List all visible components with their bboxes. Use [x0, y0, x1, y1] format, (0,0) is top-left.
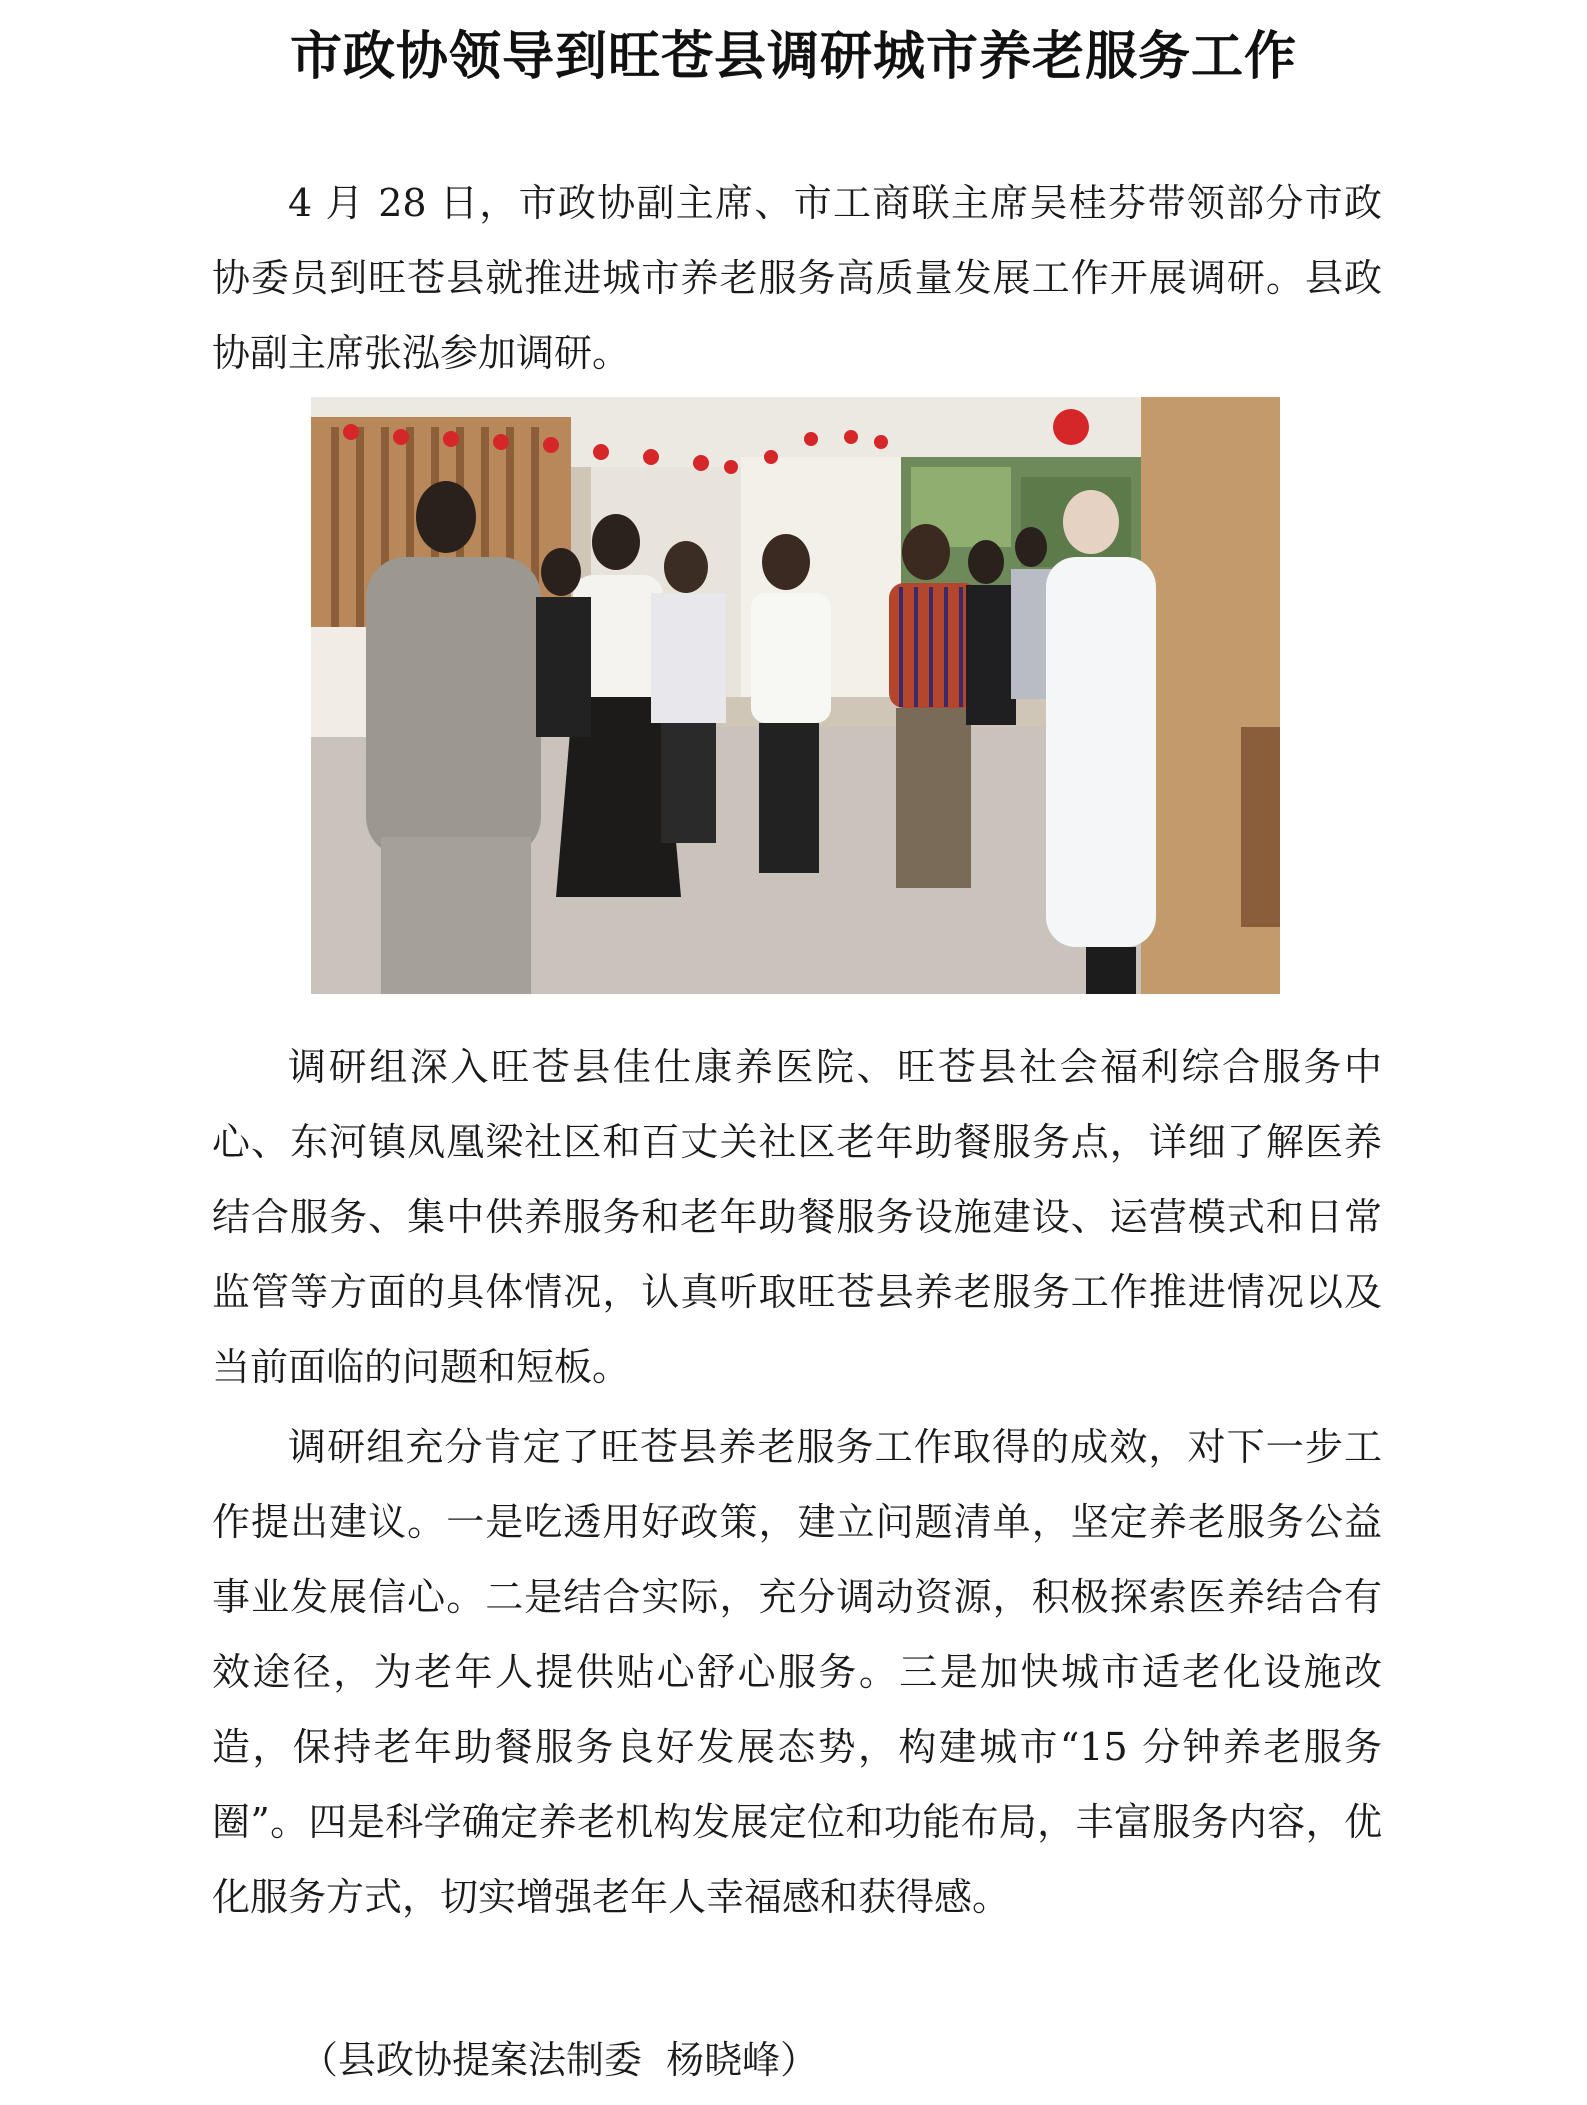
article-title: 市政协领导到旺苍县调研城市养老服务工作: [289, 27, 1297, 87]
paragraph-1: 4 月 28 日，市政协副主席、市工商联主席吴桂芬带领部分市政协委员到旺苍县就推进城市养老服务高质量发展工作开展调研。县政协副主席张泓参加调研。: [212, 181, 1382, 375]
paragraph-3: 调研组充分肯定了旺苍县养老服务工作取得的成效，对下一步工作提出建议。一是吃透用好政策，建立问题清单，坚定养老服务公益事业发展信心。二是结合实际，充分调动资源，积极探索医养结合有效途径，为老年人提供贴心舒心服务。三是加快城市适老化设施改造，保持老年助餐服务良好发展态势，构建城市“15 分钟养老服务圈”。四是科学确定养老机构发展定位和功能布局，丰富服务内容，优化服务方式，切实增强老年人幸福感和获得感。: [212, 1425, 1382, 1919]
author-signature: （县政协提案法制委 杨晓峰）: [300, 2038, 819, 2082]
group-visit-photo: [311, 397, 1280, 994]
paragraph-2: 调研组深入旺苍县佳仕康养医院、旺苍县社会福利综合服务中心、东河镇凤凰梁社区和百丈关社区老年助餐服务点，详细了解医养结合服务、集中供养服务和老年助餐服务设施建设、运营模式和日常监管等方面的具体情况，认真听取旺苍县养老服务工作推进情况以及当前面临的问题和短板。: [212, 1045, 1382, 1389]
